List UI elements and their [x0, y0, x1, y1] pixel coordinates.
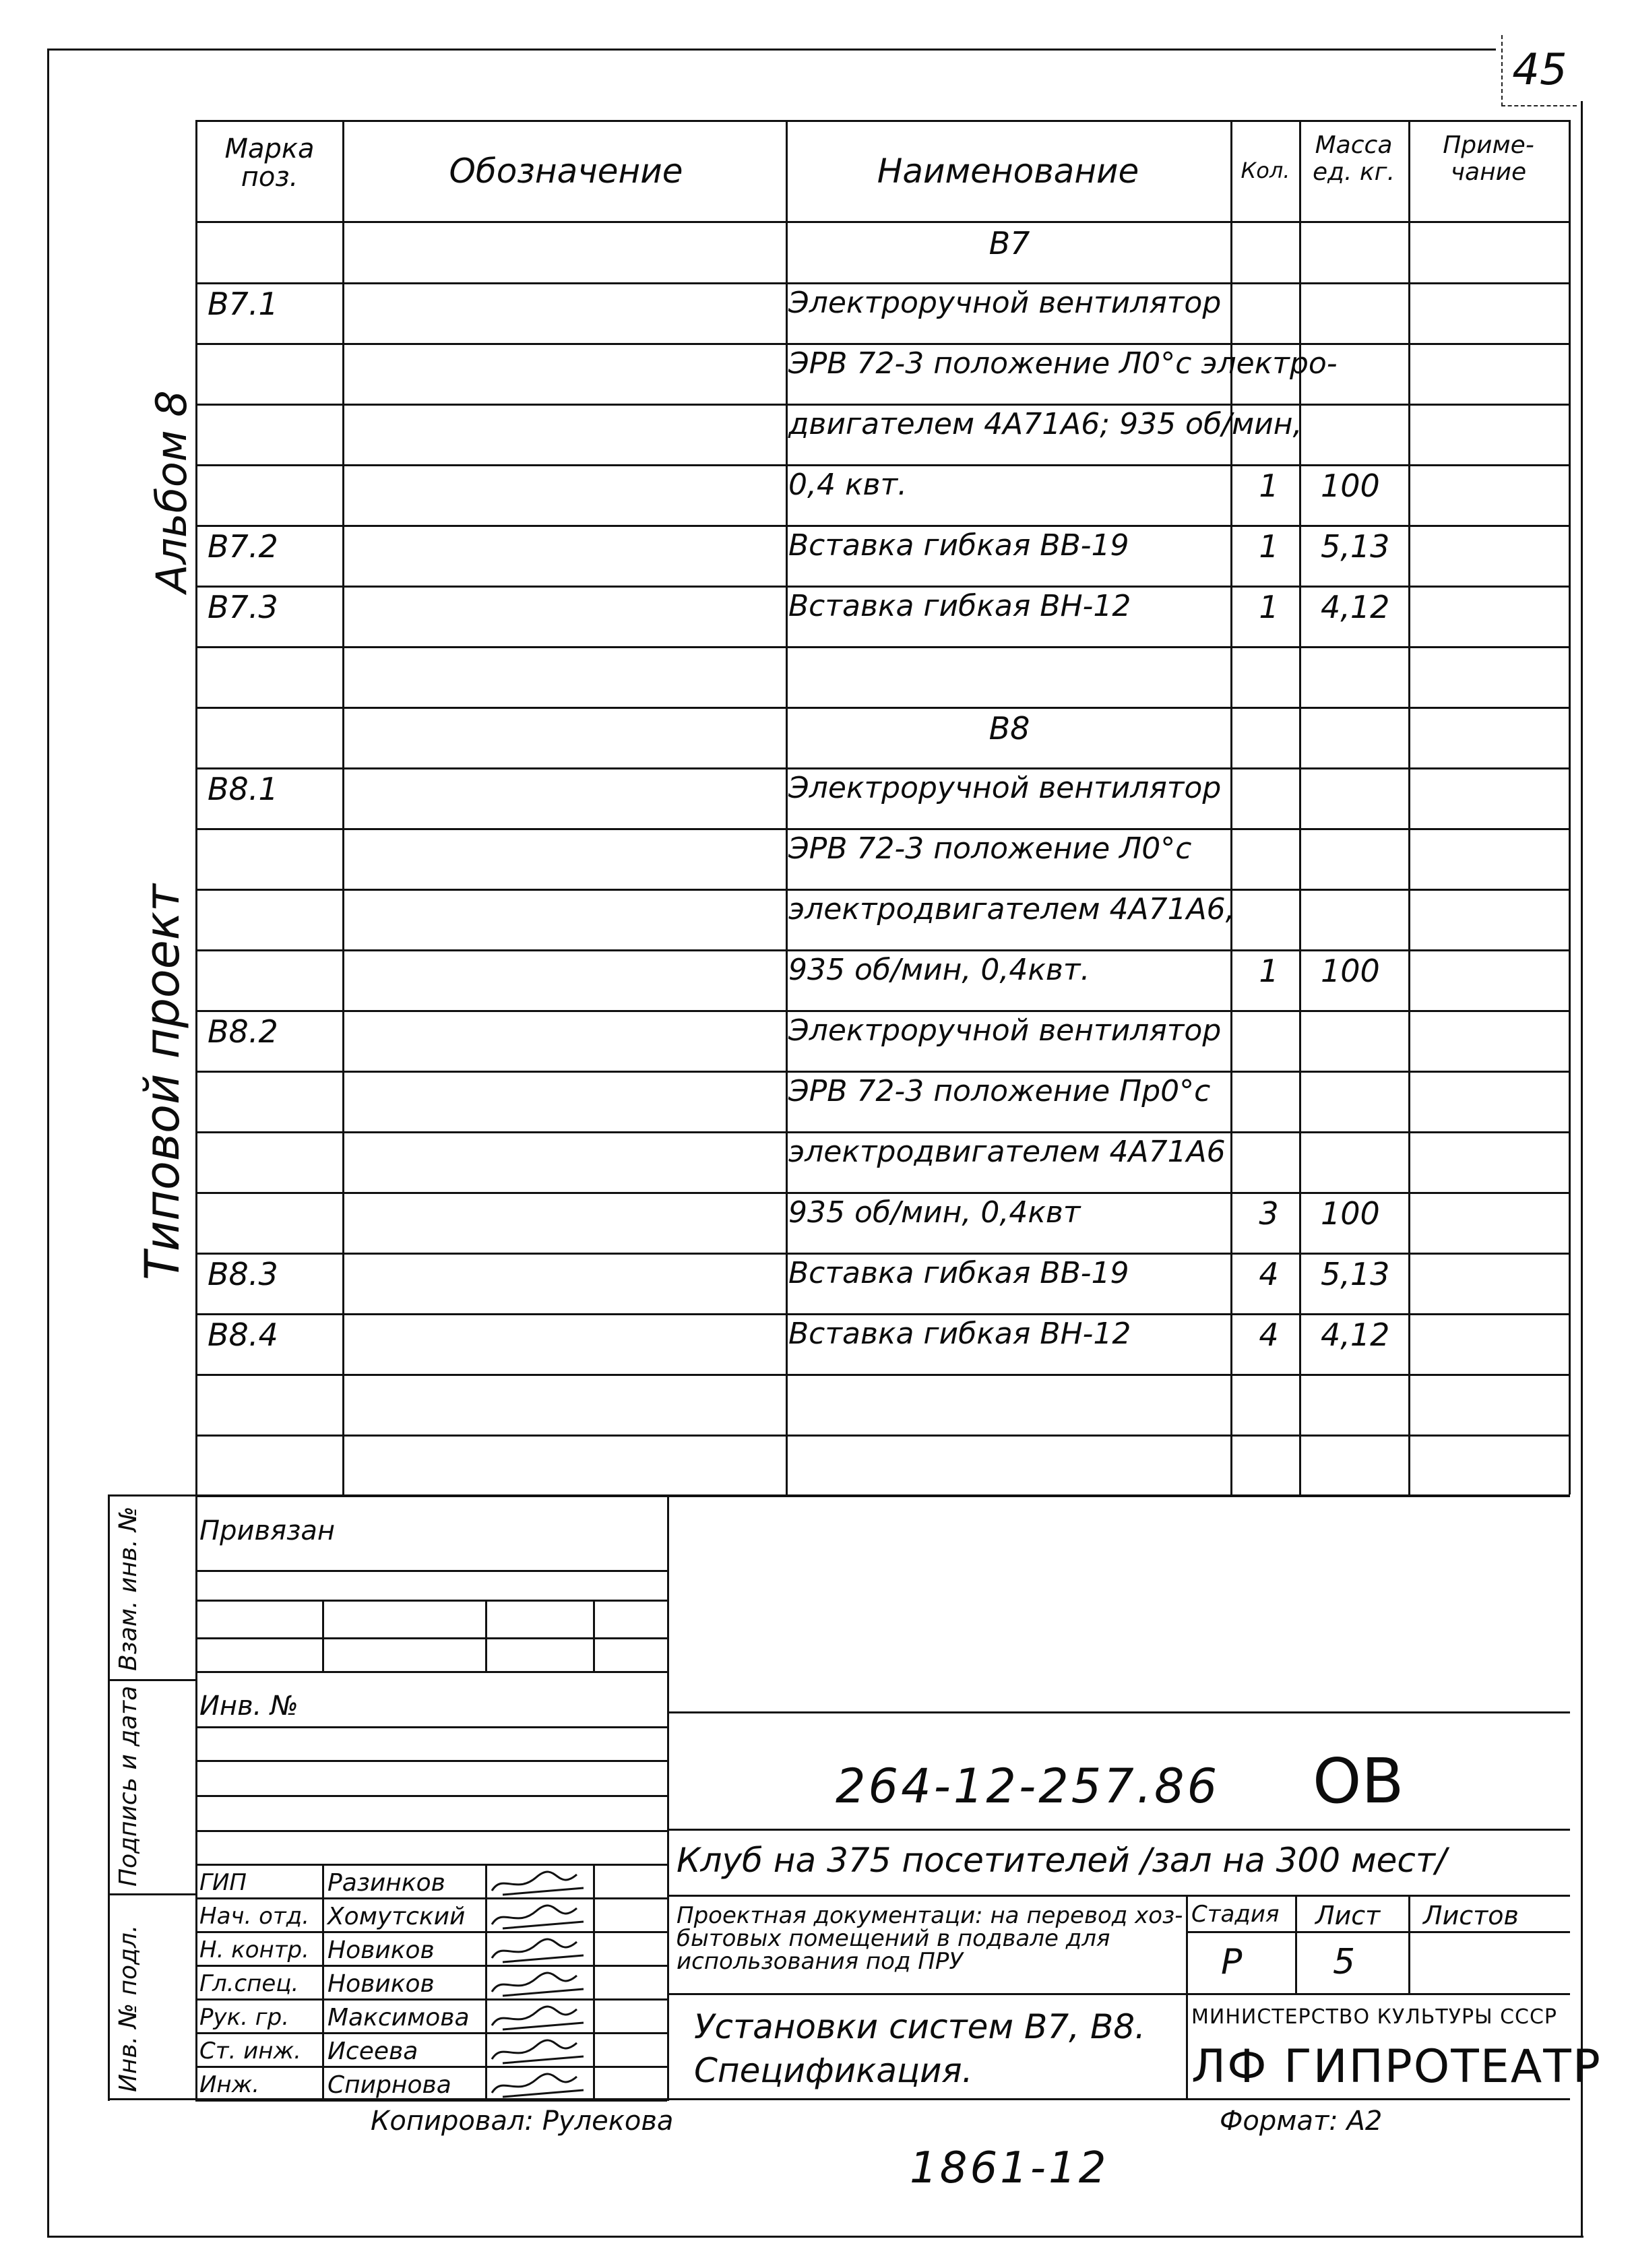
sheet-label: Лист	[1315, 1901, 1381, 1930]
signature-row-divider	[195, 2100, 667, 2102]
table-row	[0, 1376, 1570, 1434]
stage-col-left	[1186, 1895, 1188, 2098]
signature-name: Новиков	[327, 1970, 435, 1998]
grid-col-a	[322, 1600, 324, 1671]
cell-mass: 100	[1321, 953, 1380, 989]
cell-qty: 1	[1259, 953, 1279, 989]
object-row-top	[667, 1829, 1570, 1831]
sheets-label: Листов	[1423, 1901, 1519, 1930]
cell-name: ЭРВ 72-3 положение Л0°с электро-	[788, 346, 1338, 381]
table-row	[0, 406, 1570, 464]
cell-qty: 4	[1259, 1317, 1279, 1353]
signature-name: Максимова	[327, 2004, 470, 2031]
strip-divider-1	[108, 1679, 195, 1681]
side-label-vzam-inv: Взам. инв. №	[115, 1506, 142, 1671]
stamp-left-strip	[108, 1494, 110, 2101]
cell-name: Вставка гибкая ВВ-19	[788, 528, 1129, 563]
table-row	[0, 588, 1570, 645]
signature-row-divider	[195, 2066, 667, 2068]
cell-mass: 100	[1321, 468, 1380, 504]
cell-mass: 4,12	[1321, 1317, 1390, 1353]
table-row	[0, 951, 1570, 1009]
inventory-number: 1861-12	[910, 2143, 1109, 2193]
cell-name: 0,4 квт.	[788, 468, 908, 502]
header-note: Приме-чание	[1443, 131, 1534, 186]
copied-by: Копировал: Рулекова	[371, 2106, 674, 2137]
side-label-inv-podl: Инв. № подл.	[115, 1924, 142, 2092]
table-row	[0, 830, 1570, 888]
title-row-top	[667, 1993, 1570, 1995]
side-label-album: Альбом 8	[147, 390, 196, 593]
cell-mark: В8.1	[208, 771, 278, 807]
table-row	[0, 466, 1570, 524]
signature-role: Н. контр.	[199, 1936, 309, 1963]
document-code: 264-12-257.86	[836, 1759, 1220, 1814]
table-row	[0, 345, 1570, 403]
cell-name: двигателем 4А71А6; 935 об/мин,	[788, 407, 1303, 441]
cell-name: Вставка гибкая ВН-12	[788, 589, 1131, 623]
inv-no-label: Инв. №	[199, 1691, 299, 1722]
code-row-top	[667, 1711, 1570, 1713]
grid-row-8	[195, 1864, 667, 1866]
cell-name: электродвигателем 4А71А6,	[788, 892, 1235, 926]
table-row	[0, 284, 1570, 342]
cell-mark: В7.3	[208, 589, 278, 625]
strip-divider-2	[108, 1893, 195, 1895]
cell-mark: В8.4	[208, 1317, 278, 1353]
side-label-typical-project: Типовой проект	[135, 884, 190, 1280]
people-col-sign	[593, 1864, 595, 2100]
signature-name: Спирнова	[327, 2071, 451, 2099]
grid-row-6	[195, 1795, 667, 1797]
table-row	[0, 1012, 1570, 1070]
grid-row-3	[195, 1671, 667, 1673]
table-row	[0, 1437, 1570, 1494]
stamp-left-strip-inner	[195, 1494, 197, 2101]
stage-col-mid	[1295, 1895, 1297, 1993]
signature-role: Рук. гр.	[199, 2004, 290, 2031]
table-top-border	[195, 120, 1570, 122]
handwritten-signature	[489, 2003, 590, 2034]
desc-row-top	[667, 1895, 1570, 1897]
header-bottom-border	[195, 221, 1570, 223]
stage-header-bottom	[1186, 1931, 1570, 1933]
signature-name: Разинков	[327, 1869, 445, 1897]
stage-col-right	[1408, 1895, 1410, 1993]
signature-role: ГИП	[199, 1869, 247, 1896]
cell-name: Электроручной вентилятор	[788, 1013, 1222, 1048]
signature-role: Гл.спец.	[199, 1970, 299, 1997]
cell-name: ЭРВ 72-3 положение Л0°с	[788, 831, 1192, 866]
cell-mark: В7.2	[208, 528, 278, 565]
outer-frame-top	[47, 49, 1496, 51]
signature-row-divider	[195, 1897, 667, 1899]
cell-qty: 1	[1259, 589, 1279, 625]
cell-name: 935 об/мин, 0,4квт	[788, 1195, 1081, 1230]
cell-group-title: В7	[988, 225, 1030, 261]
people-col-role	[322, 1864, 324, 2100]
table-row	[0, 891, 1570, 949]
outer-frame-bottom	[47, 2236, 1583, 2238]
handwritten-signature	[489, 1868, 590, 1899]
cell-name: электродвигателем 4А71А6	[788, 1135, 1226, 1169]
privyazan-bottom	[195, 1570, 667, 1572]
cell-mass: 5,13	[1321, 1256, 1390, 1292]
object-name: Клуб на 375 посетителей /зал на 300 мест/	[677, 1841, 1447, 1880]
cell-name: Вставка гибкая ВН-12	[788, 1317, 1131, 1351]
cell-mass: 5,13	[1321, 528, 1390, 565]
people-col-name	[485, 1864, 487, 2100]
table-row	[0, 224, 1570, 282]
project-description: Проектная документаци: на перевод хоз-бытовых помещений в подвале для использования под ПРУ	[677, 1902, 1183, 1975]
header-designation: Обозначение	[449, 152, 683, 191]
signature-row-divider	[195, 1998, 667, 2001]
signature-name: Новиков	[327, 1936, 435, 1964]
table-row	[0, 769, 1570, 827]
cell-mass: 100	[1321, 1195, 1380, 1232]
cell-mass: 4,12	[1321, 589, 1390, 625]
format-label: Формат: А2	[1220, 2106, 1383, 2137]
table-row	[0, 527, 1570, 585]
header-mass: Масса ед. кг.	[1312, 131, 1395, 186]
cell-name: ЭРВ 72-3 положение Пр0°с	[788, 1074, 1211, 1108]
signature-role: Инж.	[199, 2071, 260, 2098]
sheet-title: Установки систем В7, В8. Спецификация.	[694, 2007, 1145, 2090]
table-row	[0, 1194, 1570, 1252]
sheet-corner-number: 45	[1501, 35, 1577, 106]
table-row	[0, 709, 1570, 767]
privyazan-right	[667, 1494, 669, 2101]
table-row	[0, 1133, 1570, 1191]
cell-mark: В8.2	[208, 1013, 278, 1050]
signature-row-divider	[195, 2032, 667, 2034]
grid-row-1	[195, 1600, 667, 1602]
cell-qty: 1	[1259, 528, 1279, 565]
ministry-name: МИНИСТЕРСТВО КУЛЬТУРЫ СССР	[1191, 2005, 1558, 2029]
table-row	[0, 1315, 1570, 1373]
cell-group-title: В8	[988, 710, 1030, 747]
grid-col-b	[485, 1600, 487, 1671]
stage-label: Стадия	[1191, 1901, 1280, 1928]
signature-role: Нач. отд.	[199, 1903, 310, 1930]
grid-row-4	[195, 1726, 667, 1728]
handwritten-signature	[489, 2070, 590, 2101]
cell-name: Вставка гибкая ВВ-19	[788, 1256, 1129, 1290]
table-row	[0, 648, 1570, 706]
cell-name: 935 об/мин, 0,4квт.	[788, 953, 1090, 987]
grid-col-c	[593, 1600, 595, 1671]
cell-qty: 3	[1259, 1195, 1279, 1232]
cell-qty: 4	[1259, 1256, 1279, 1292]
document-mark: ОВ	[1313, 1745, 1404, 1817]
side-label-podpis-data: Подпись и дата	[115, 1685, 142, 1887]
organization-name: ЛФ ГИПРОТЕАТР	[1191, 2040, 1602, 2093]
cell-name: Электроручной вентилятор	[788, 771, 1222, 805]
header-qty: Кол.	[1241, 158, 1290, 183]
signature-row-divider	[195, 1965, 667, 1967]
handwritten-signature	[489, 1935, 590, 1966]
cell-mark: В8.3	[208, 1256, 278, 1292]
stamp-top	[108, 1494, 1570, 1497]
signature-row-divider	[195, 1931, 667, 1933]
cell-qty: 1	[1259, 468, 1279, 504]
grid-row-2	[195, 1637, 667, 1639]
sheet-value: 5	[1333, 1942, 1356, 1982]
table-row	[0, 1255, 1570, 1313]
grid-row-7	[195, 1830, 667, 1832]
handwritten-signature	[489, 1901, 590, 1932]
signature-role: Ст. инж.	[199, 2038, 301, 2065]
outer-frame-right	[1581, 101, 1583, 2237]
stage-value: Р	[1221, 1942, 1243, 1982]
handwritten-signature	[489, 1969, 590, 2000]
signature-name: Исеева	[327, 2038, 418, 2065]
handwritten-signature	[489, 2036, 590, 2067]
grid-row-5	[195, 1760, 667, 1762]
header-name: Наименование	[877, 152, 1139, 191]
cell-name: Электроручной вентилятор	[788, 286, 1222, 320]
cell-mark: В7.1	[208, 286, 278, 322]
table-row	[0, 1073, 1570, 1131]
header-mark: Марка поз.	[224, 133, 315, 193]
signature-name: Хомутский	[327, 1903, 466, 1930]
privyazan-label: Привязан	[199, 1515, 336, 1546]
